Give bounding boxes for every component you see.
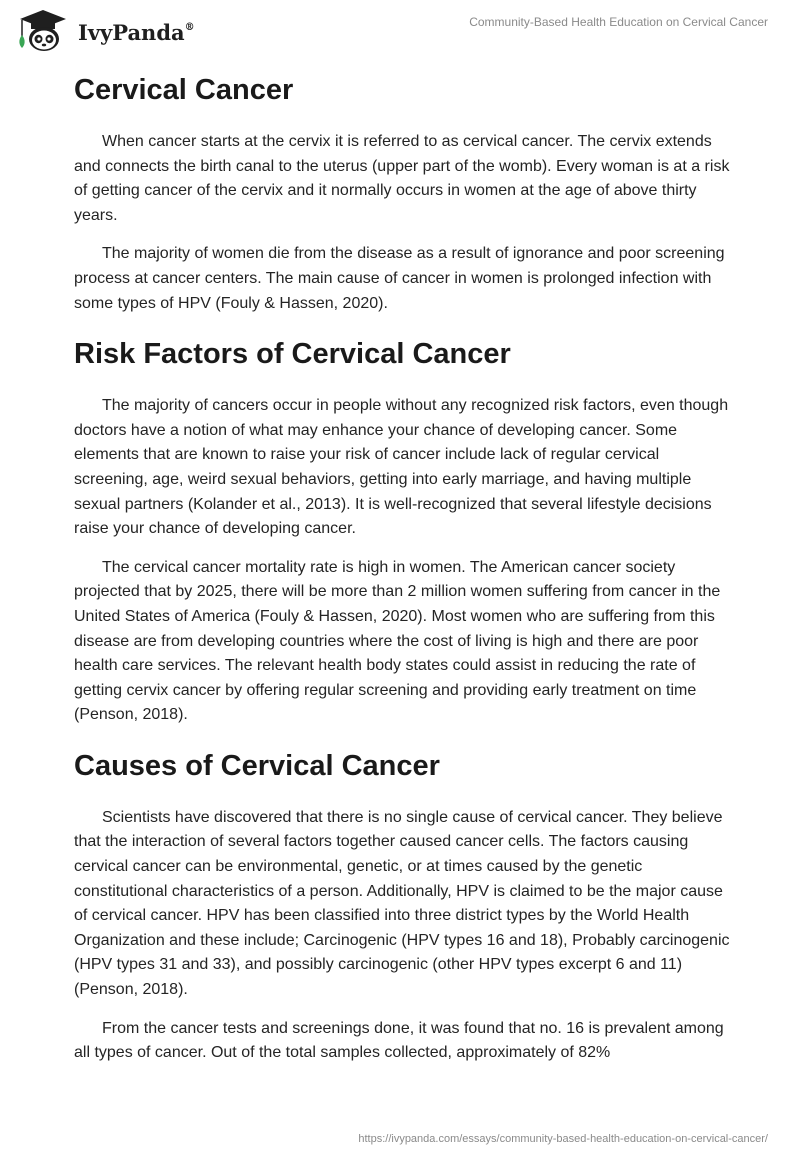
paragraph: The cervical cancer mortality rate is high in women. The American cancer society projected that by 2025, there will be more than 2 million women suffering from cancer in the United States of America (Fouly & Hassen, 2020). Most women who are suffering from this disease are from developing countries where the cost of living is high and there are poor health care services. The relevant health body states could assist in reducing the rate of getting cervix cancer by offering regular screening and providing early treatment on time (Penson, 2018).	[74, 558, 721, 724]
section-heading: Cervical Cancer	[74, 74, 294, 106]
page-header	[0, 0, 800, 60]
brand-name: IvyPanda®	[78, 19, 195, 45]
section-cervical-cancer	[74, 66, 734, 316]
section-heading: Causes of Cervical Cancer	[74, 749, 440, 782]
section-causes	[74, 742, 734, 1066]
document-title: Community-Based Health Education on Cervical Cancer	[469, 15, 768, 29]
paragraph: Scientists have discovered that there is no single cause of cervical cancer. They believe that the interaction of several factors together caused cancer cells. The factors causing cervical cancer can be environmental, genetic, or at times caused by the genetic constitutional characteristics of a person. Additionally, HPV is claimed to be the major cause of cervical cancer. HPV has been classified into three district types by the World Health Organization and these include; Carcinogenic (HPV types 16 and 18), Probably carcinogenic (HPV types 31 and 33), and possibly carcinogenic (other HPV types excerpt 6 and 11) (Penson, 2018).	[74, 808, 730, 999]
paragraph: The majority of cancers occur in people without any recognized risk factors, even though doctors have a notion of what may enhance your chance of developing cancer. Some elements that are known to raise your risk of cancer include lack of regular cervical screening, age, weird sexual behaviors, getting into early marriage, and having multiple sexual partners (Kolander et al., 2013). It is well-recognized that several lifestyle decisions raise your chance of developing cancer.	[74, 397, 729, 538]
paragraph: When cancer starts at the cervix it is referred to as cervical cancer. The cervix extends and connects the birth canal to the uterus (upper part of the womb). Every woman is at a risk of getting cancer of the cervix and it normally occurs in women at the age of above thirty years.	[74, 133, 730, 224]
source-url-link[interactable]: https://ivypanda.com/essays/community-based-health-education-on-cervical-cancer/	[358, 1133, 768, 1145]
section-risk-factors	[74, 330, 734, 728]
ivypanda-logo[interactable]	[14, 8, 195, 54]
panda-graduate-icon	[14, 8, 72, 54]
section-heading: Risk Factors of Cervical Cancer	[74, 338, 511, 371]
paragraph: The majority of women die from the disease as a result of ignorance and poor screening process at cancer centers. The main cause of cancer in women is prolonged infection with some types of HPV (Fouly & Hassen, 2020).	[74, 245, 725, 312]
essay-content	[74, 66, 734, 1080]
paragraph: From the cancer tests and screenings done, it was found that no. 16 is prevalent among all types of cancer. Out of the total samples collected, approximately of 82%	[74, 1019, 724, 1062]
